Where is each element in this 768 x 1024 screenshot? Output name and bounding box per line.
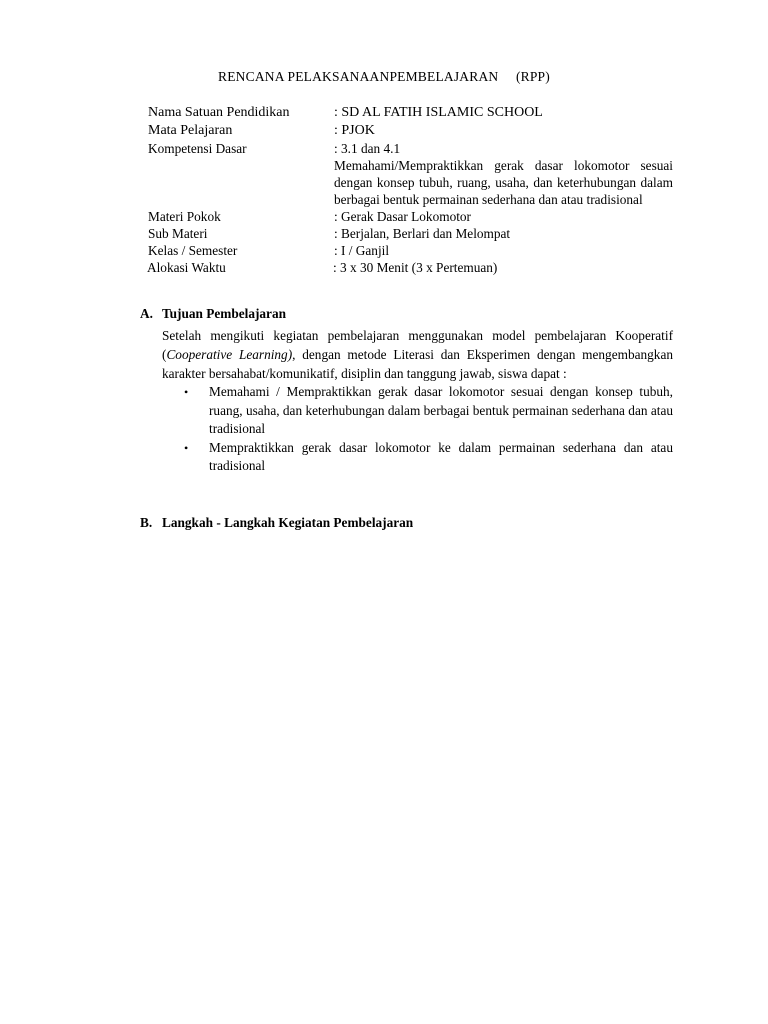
list-item-text: Memahami / Mempraktikkan gerak dasar lokomotor sesuai dengan konsep tubuh, ruang, usaha, dan keterhubungan dalam berbagai bentuk permainan sederhana dan atau tradisional	[209, 384, 673, 436]
info-label: Sub Materi	[148, 226, 208, 241]
info-value: : 3.1 dan 4.1	[334, 141, 401, 156]
info-row-class-semester	[148, 242, 673, 259]
list-item-text: Mempraktikkan gerak dasar lokomotor ke dalam permainan sederhana dan atau tradisional	[209, 439, 673, 473]
info-label: Nama Satuan Pendidikan	[148, 105, 290, 120]
section-letter: B.	[140, 515, 153, 530]
objective-list	[184, 383, 673, 476]
info-label: Kompetensi Dasar	[148, 141, 247, 156]
section-learning-steps	[140, 514, 673, 531]
info-value: : I / Ganjil	[334, 243, 390, 258]
objective-paragraph	[162, 326, 673, 383]
info-value: : 3 x 30 Menit (3 x Pertemuan)	[333, 260, 498, 275]
bullet-icon: •	[184, 440, 189, 455]
paragraph-text-continued: , dengan metode Literasi dan Eksperimen dengan mengembangkan karakter bersahabat/komunikatif, disiplin dan tanggung jawab, siswa dapat :	[162, 347, 673, 381]
section-learning-objectives	[140, 305, 673, 476]
info-value: : PJOK	[334, 123, 375, 138]
section-heading	[140, 514, 673, 531]
info-row-competency	[148, 140, 673, 157]
info-row-subject	[148, 122, 673, 140]
bullet-icon: •	[184, 385, 189, 399]
info-value: Memahami/Mempraktikkan gerak dasar lokomotor sesuai dengan konsep tubuh, ruang, usaha, dan keterhubungan dalam berbagai bentuk permainan sederhana dan atau tradisional	[334, 158, 673, 207]
info-label: Kelas / Semester	[148, 243, 238, 258]
info-row-time	[148, 259, 673, 276]
list-item	[184, 439, 673, 476]
document-title	[0, 68, 768, 85]
section-heading	[140, 305, 673, 322]
paragraph-italic-term: Cooperative Learning)	[166, 347, 293, 362]
info-row-competency-desc	[148, 157, 673, 208]
info-row-school	[148, 104, 673, 122]
title-text: RENCANA PELAKSANAANPEMBELAJARAN	[218, 69, 499, 84]
section-title: Tujuan Pembelajaran	[162, 306, 286, 321]
info-row-sub-material	[148, 225, 673, 242]
section-title: Langkah - Langkah Kegiatan Pembelajaran	[162, 515, 414, 530]
info-value: : SD AL FATIH ISLAMIC SCHOOL	[334, 105, 543, 120]
info-value: : Gerak Dasar Lokomotor	[334, 209, 471, 224]
title-abbreviation: (RPP)	[515, 69, 550, 84]
info-label	[148, 157, 334, 208]
identity-table	[148, 104, 673, 276]
info-row-main-material	[148, 208, 673, 225]
info-label: Materi Pokok	[148, 209, 221, 224]
section-letter: A.	[140, 306, 153, 321]
paragraph-text: Setelah mengikuti kegiatan pembelajaran menggunakan model pembelajaran Kooperatif (	[162, 328, 673, 362]
info-label: Alokasi Waktu	[147, 260, 226, 275]
info-value: : Berjalan, Berlari dan Melompat	[334, 226, 511, 241]
info-label: Mata Pelajaran	[148, 123, 233, 138]
list-item	[184, 383, 673, 439]
